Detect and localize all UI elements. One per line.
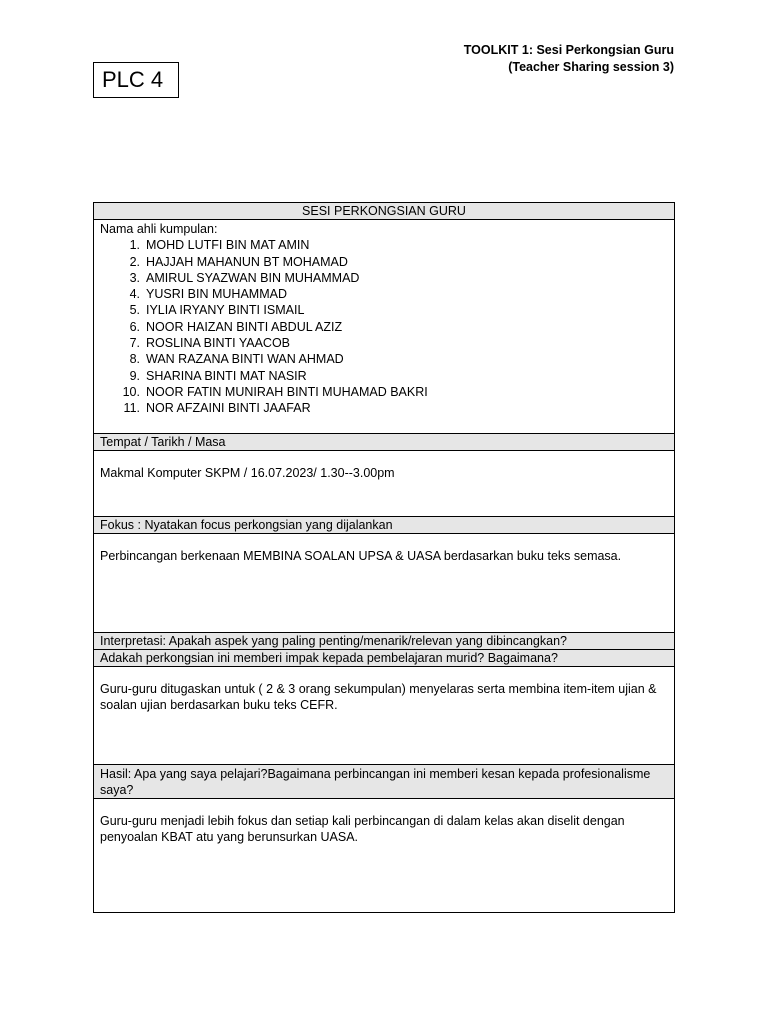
member-item xyxy=(100,302,668,318)
focus-section xyxy=(94,534,674,633)
focus-label: Fokus : Nyatakan focus perkongsian yang dijalankan xyxy=(94,517,674,534)
member-item xyxy=(100,237,668,253)
member-number: 11. xyxy=(123,401,140,416)
member-item xyxy=(100,335,668,351)
member-name: HAJJAH MAHANUN BT MOHAMAD xyxy=(146,254,348,269)
focus-value: Perbincangan berkenaan MEMBINA SOALAN UPSA & UASA berdasarkan buku teks semasa. xyxy=(100,549,622,563)
member-number: 3. xyxy=(129,270,140,285)
impact-label: Adakah perkongsian ini memberi impak kepada pembelajaran murid? Bagaimana? xyxy=(94,650,674,667)
members-section xyxy=(94,220,674,434)
impact-section xyxy=(94,667,674,765)
interpretation-label: Interpretasi: Apakah aspek yang paling penting/menarik/relevan yang dibincangkan? xyxy=(94,633,674,650)
member-name: SHARINA BINTI MAT NASIR xyxy=(146,368,307,383)
members-list xyxy=(100,237,668,416)
member-name: AMIRUL SYAZWAN BIN MUHAMMAD xyxy=(146,270,360,285)
toolkit-title: TOOLKIT 1: Sesi Perkongsian Guru xyxy=(463,43,674,57)
member-name: NOR AFZAINI BINTI JAAFAR xyxy=(146,401,311,416)
member-number: 8. xyxy=(129,352,140,367)
member-name: ROSLINA BINTI YAACOB xyxy=(146,336,291,351)
members-label: Nama ahli kumpulan: xyxy=(100,222,218,236)
member-item xyxy=(100,270,668,286)
impact-value: Guru-guru ditugaskan untuk ( 2 & 3 orang sekumpulan) menyelaras serta membina item-item ujian & soalan ujian berdasarkan buku teks CEFR. xyxy=(100,682,657,713)
member-item xyxy=(100,400,668,416)
member-name: WAN RAZANA BINTI WAN AHMAD xyxy=(146,352,344,367)
plc-label-box xyxy=(93,62,179,98)
result-label: Hasil: Apa yang saya pelajari?Bagaimana perbincangan ini memberi kesan kepada profesionalisme saya? xyxy=(94,765,674,799)
member-number: 7. xyxy=(129,336,140,351)
venue-section xyxy=(94,451,674,517)
member-name: IYLIA IRYANY BINTI ISMAIL xyxy=(146,303,305,318)
venue-value: Makmal Komputer SKPM / 16.07.2023/ 1.30--3.00pm xyxy=(100,466,395,480)
member-number: 2. xyxy=(129,254,140,269)
member-item xyxy=(100,368,668,384)
member-number: 6. xyxy=(129,319,140,334)
member-item xyxy=(100,384,668,400)
toolkit-subtitle: (Teacher Sharing session 3) xyxy=(508,60,674,74)
venue-label: Tempat / Tarikh / Masa xyxy=(94,434,674,451)
result-section xyxy=(94,799,674,912)
member-number: 4. xyxy=(129,287,140,302)
member-name: NOOR FATIN MUNIRAH BINTI MUHAMAD BAKRI xyxy=(146,384,428,399)
toolkit-heading xyxy=(464,42,674,76)
member-name: MOHD LUTFI BIN MAT AMIN xyxy=(146,238,310,253)
member-item xyxy=(100,319,668,335)
member-item xyxy=(100,254,668,270)
member-item xyxy=(100,351,668,367)
member-number: 1. xyxy=(129,238,140,253)
member-number: 10. xyxy=(122,384,140,399)
member-name: NOOR HAIZAN BINTI ABDUL AZIZ xyxy=(146,319,343,334)
result-value: Guru-guru menjadi lebih fokus dan setiap kali perbincangan di dalam kelas akan diselit dengan penyoalan KBAT atu yang berunsurkan UASA. xyxy=(100,814,625,845)
form-title: SESI PERKONGSIAN GURU xyxy=(94,203,674,220)
member-number: 9. xyxy=(129,368,140,383)
member-item xyxy=(100,286,668,302)
member-number: 5. xyxy=(129,303,140,318)
plc-label: PLC 4 xyxy=(102,67,164,92)
sharing-session-form xyxy=(93,202,675,913)
member-name: YUSRI BIN MUHAMMAD xyxy=(146,287,287,302)
